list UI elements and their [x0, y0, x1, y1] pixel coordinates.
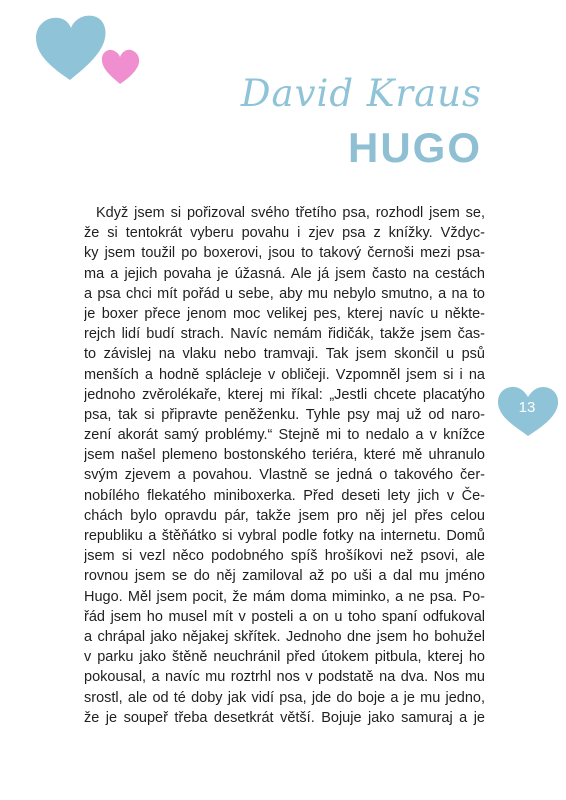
- text-line: menších a hodně splácleje v obličeji. Vzpomněl jsem si i na: [84, 366, 485, 383]
- text-line: v parku jako štěně neuchránil před útokem pitbula, kterej ho: [84, 649, 485, 666]
- text-line: srostl, ale od té doby jak vidí psa, jde do boje a je mu jedno,: [84, 689, 485, 706]
- text-line: ky jsem toužil po boxerovi, jsou to takový černoši mezi psa-: [84, 245, 485, 262]
- text-line: jsem si vezl něco podobného spíš hrošíkovi než psovi, ale: [84, 548, 485, 565]
- chapter-title: HUGO: [348, 124, 482, 171]
- text-line: že je soupeř třeba desetkrát větší. Bojuje jako samuraj a je: [84, 709, 485, 726]
- text-line: to závislej na vlaku nebo tramvaji. Tak jsem skončil u psů: [84, 346, 485, 363]
- text-line: že si tentokrát vyberu povahu i zjev psa z knížky. Vždyc-: [84, 225, 485, 242]
- text-line: je boxer přece jenom moc velikej pes, kterej navíc u někte-: [84, 305, 485, 322]
- text-line: pokousal, a navíc mu roztrhl nos v podstatě na dva. Nos mu: [84, 669, 485, 686]
- text-line: a chrápal jako nějakej skřítek. Jednoho dne jsem ho bohužel: [84, 628, 485, 645]
- text-line: chách bylo opravdu pár, takže jsem pro něj jel přes celou: [84, 507, 485, 524]
- text-line: a psa chci mít pořád u sebe, aby mu nebylo smutno, a na to: [84, 285, 485, 302]
- text-line: jsem našel plemeno bostonského teriéra, které mě uhranulo: [84, 447, 485, 464]
- pink-heart-icon: [102, 50, 139, 84]
- text-line: zení akorát samý problémy.“ Stejně mi to nedalo a v knížce: [84, 427, 485, 444]
- text-line: psa, tak si připravte peněženku. Tyhle psy maj už od naro-: [84, 406, 485, 423]
- blue-heart-icon: [36, 16, 106, 80]
- text-line: rovnou jsem se do něj zamiloval až po uši a dal mu jméno: [84, 568, 485, 585]
- text-line: republiku a štěňátko si vybral podle fotky na internetu. Domů: [84, 528, 485, 544]
- text-line: Když jsem si pořizoval svého třetího psa, rozhodl jsem se,: [96, 205, 485, 221]
- text-line: svým zjevem a povahou. Vlastně se jedná o takového čer-: [84, 467, 485, 484]
- author-name: David Kraus: [240, 72, 482, 115]
- text-line: nobílého flekatého miniboxerka. Před deseti lety jich v Če-: [84, 487, 485, 504]
- text-line: Hugo. Měl jsem pocit, že mám doma miminko, a ne psa. Po-: [84, 588, 485, 605]
- decorative-hearts-icon: [34, 14, 146, 86]
- text-line: ma a jejich povaha je úžasná. Ale já jsem často na cestách: [84, 265, 485, 282]
- text-line: rejch lidí budí strach. Navíc nemám řidičák, takže jsem čas-: [84, 326, 485, 343]
- page-number: 13: [518, 399, 536, 416]
- text-line: jednoho zvěrolékaře, kterej mi říkal: „Jestli chcete placatýho: [84, 386, 485, 403]
- page-number-badge: [496, 385, 560, 437]
- body-text: [84, 203, 485, 728]
- text-line: řád jsem ho musel mít v posteli a on u toho spaní odfukoval: [84, 608, 485, 625]
